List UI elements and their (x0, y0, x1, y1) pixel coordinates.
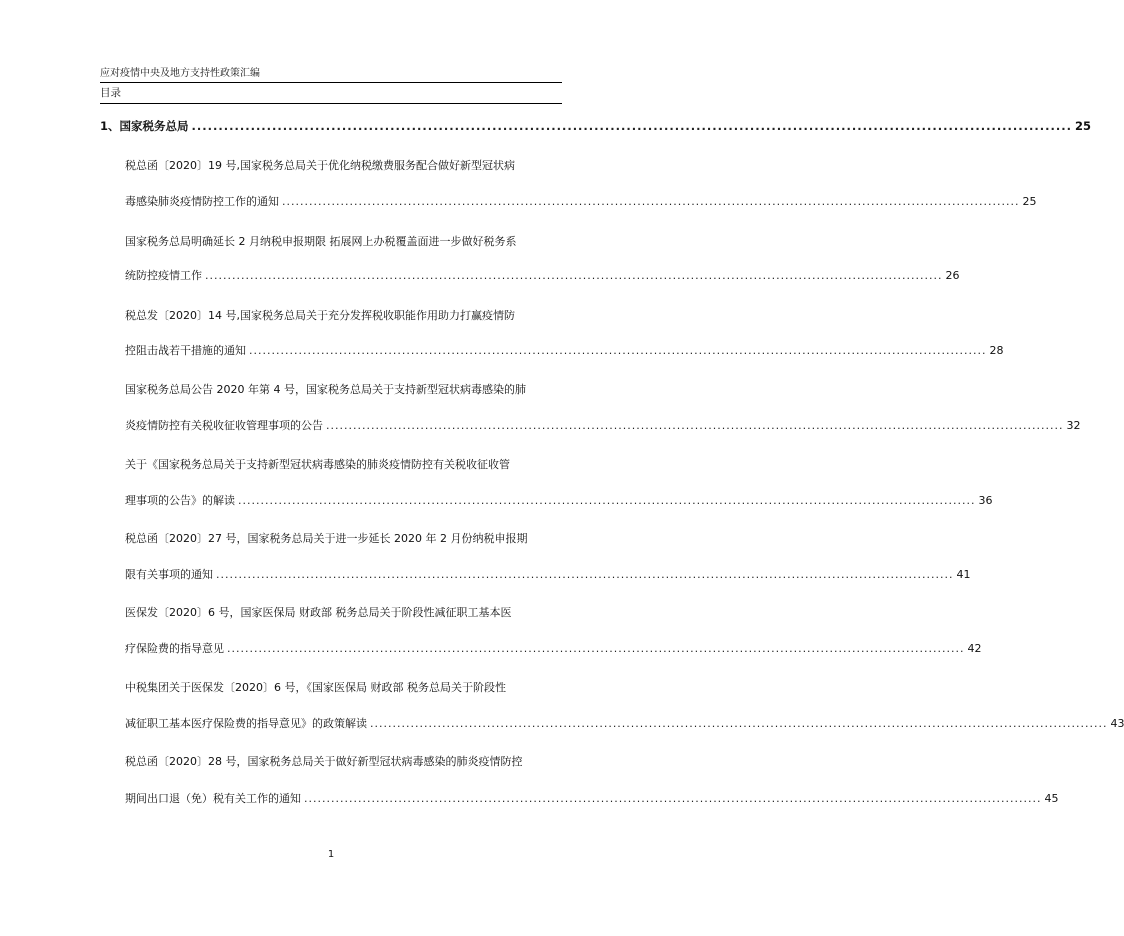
toc-entry-text: 疗保险费的指导意见 (125, 642, 224, 655)
toc-entry-line1[interactable] (125, 679, 562, 695)
toc-entry-text: 毒感染肺炎疫情防控工作的通知 (125, 195, 279, 208)
dot-leader: .................................................................................................................................................................... (249, 344, 987, 357)
toc-entry-line1[interactable] (125, 604, 562, 620)
dot-leader: .................................................................................................................................................................... (216, 568, 954, 581)
toc-entry-text: 国家税务总局明确延长 2 月纳税申报期限 拓展网上办税覆盖面进一步做好税务系 (125, 235, 517, 248)
toc-entry-line1[interactable] (125, 381, 562, 397)
toc-entry-text: 医保发〔2020〕6 号，国家医保局 财政部 税务总局关于阶段性减征职工基本医 (125, 606, 512, 619)
dot-leader: .................................................................................................................................................................... (238, 494, 976, 507)
toc-entry-text: 税总函〔2020〕19 号,国家税务总局关于优化纳税缴费服务配合做好新型冠状病 (125, 159, 515, 172)
toc-entry-line1[interactable] (125, 157, 562, 173)
dot-leader: .................................................................................................................................................................... (282, 195, 1020, 208)
toc-entry-line1[interactable] (125, 233, 562, 249)
toc-entry-text: 1、国家税务总局 (100, 119, 189, 133)
toc-entry-text: 中税集团关于医保发〔2020〕6 号，《国家医保局 财政部 税务总局关于阶段性 (125, 681, 506, 694)
toc-entry-line2[interactable] (125, 267, 960, 283)
toc-page-number: 32 (1066, 419, 1081, 432)
page-number: 1 (327, 849, 335, 860)
toc-entry-text: 减征职工基本医疗保险费的指导意见》的政策解读 (125, 717, 367, 730)
dot-leader: .................................................................................................................................................................... (227, 642, 965, 655)
toc-entry-text: 税总函〔2020〕28 号，国家税务总局关于做好新型冠状病毒感染的肺炎疫情防控 (125, 755, 523, 768)
toc-entry-text: 炎疫情防控有关税收征收管理事项的公告 (125, 419, 323, 432)
toc-entry-line1[interactable] (125, 456, 562, 472)
toc-page-number: 43 (1110, 717, 1124, 730)
dot-leader: .................................................................................................................................................................... (191, 119, 1072, 133)
toc-entry-text: 税总发〔2020〕14 号,国家税务总局关于充分发挥税收职能作用助力打赢疫情防 (125, 309, 515, 322)
dot-leader: .................................................................................................................................................................... (326, 419, 1064, 432)
toc-entry-line2[interactable] (125, 342, 1004, 358)
toc-page-number: 41 (956, 568, 971, 581)
toc-entry-line2[interactable] (125, 417, 1081, 433)
toc-page-number: 42 (967, 642, 982, 655)
toc-entry-line2[interactable] (125, 715, 1124, 731)
running-header: 应对疫情中央及地方支持性政策汇编 (100, 68, 562, 83)
toc-entry-line2[interactable] (125, 193, 1037, 209)
toc-entry-line2[interactable] (125, 566, 971, 582)
toc-entry-text: 关于《国家税务总局关于支持新型冠状病毒感染的肺炎疫情防控有关税收征收管 (125, 458, 510, 471)
toc-entry-text: 税总函〔2020〕27 号，国家税务总局关于进一步延长 2020 年 2 月份纳税申报期 (125, 532, 528, 545)
dot-leader: .................................................................................................................................................................... (304, 792, 1042, 805)
toc-level1-entry[interactable] (100, 118, 1091, 134)
toc-entry-line2[interactable] (125, 492, 993, 508)
toc-page-number: 36 (978, 494, 993, 507)
toc-page-number: 25 (1074, 119, 1091, 133)
toc-entry-line1[interactable] (125, 530, 562, 546)
toc-entry-text: 理事项的公告》的解读 (125, 494, 235, 507)
dot-leader: .................................................................................................................................................................... (370, 717, 1108, 730)
toc-entry-text: 控阻击战若干措施的通知 (125, 344, 246, 357)
dot-leader: .................................................................................................................................................................... (205, 269, 943, 282)
toc-entry-text: 统防控疫情工作 (125, 269, 202, 282)
toc-entry-line1[interactable] (125, 307, 562, 323)
toc-entry-line2[interactable] (125, 640, 982, 656)
toc-title: 目录 (100, 86, 562, 104)
toc-page-number: 45 (1044, 792, 1059, 805)
toc-entry-line2[interactable] (125, 790, 1059, 806)
toc-page-number: 28 (989, 344, 1004, 357)
toc-entry-text: 国家税务总局公告 2020 年第 4 号，国家税务总局关于支持新型冠状病毒感染的肺 (125, 383, 526, 396)
toc-page-number: 25 (1022, 195, 1037, 208)
toc-entry-line1[interactable] (125, 753, 562, 769)
toc-entry-text: 限有关事项的通知 (125, 568, 213, 581)
toc-entry-text: 期间出口退（免）税有关工作的通知 (125, 792, 301, 805)
toc-page-number: 26 (945, 269, 960, 282)
